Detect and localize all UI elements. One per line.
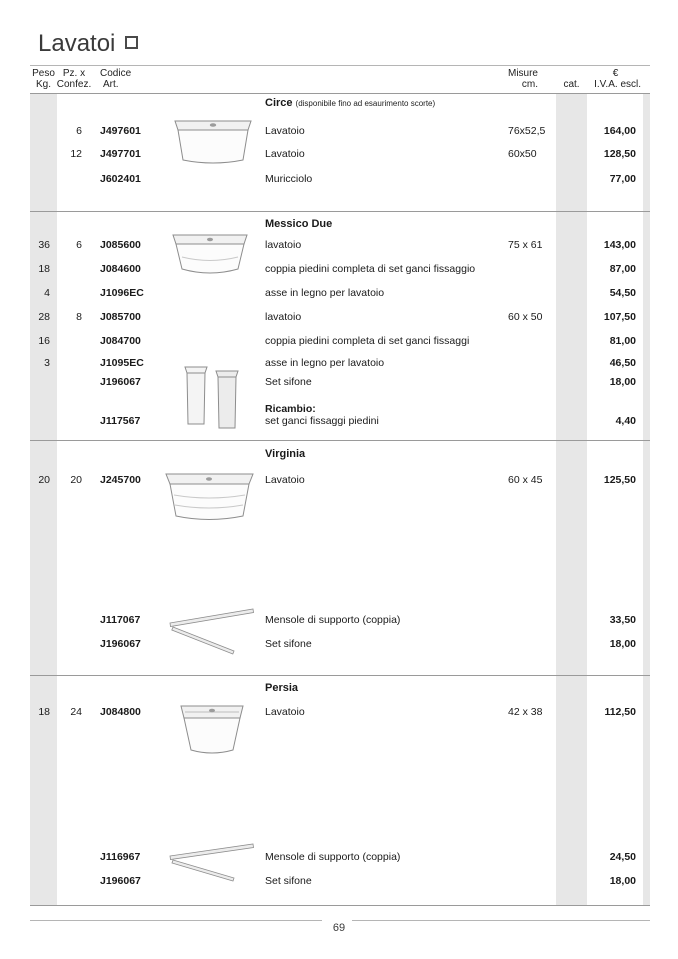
cell-price: 24,50 [609, 851, 636, 863]
cell-misure: 76x52,5 [508, 125, 546, 137]
cell-description: Set sifone [265, 376, 312, 388]
cell-misure: 60x50 [508, 148, 537, 160]
cell-price: 87,00 [609, 263, 636, 275]
cell-description-text: set ganci fissaggi piedini [265, 415, 379, 427]
cell-misure: 75 x 61 [508, 239, 543, 251]
cell-code: J084700 [100, 335, 141, 347]
table-row [0, 875, 678, 889]
cell-code: J085700 [100, 311, 141, 323]
table-row [0, 706, 678, 720]
cell-misure: 42 x 38 [508, 706, 543, 718]
cell-description: Lavatoio [265, 706, 305, 718]
page-title-text: Lavatoi [38, 30, 116, 57]
section-header-virginia [265, 448, 305, 460]
cell-description: Set sifone [265, 638, 312, 650]
table-row [0, 148, 678, 162]
cell-description: Mensole di supporto (coppia) [265, 614, 401, 626]
cell-code: J196067 [100, 376, 141, 388]
table-row [0, 287, 678, 301]
table-row [0, 614, 678, 628]
cell-code: J085600 [100, 239, 141, 251]
column-header-peso [30, 68, 57, 90]
table-row [0, 239, 678, 253]
table-bottom-rule [30, 905, 650, 906]
cell-code: J196067 [100, 875, 141, 887]
column-header-pz-line2: Confez. [56, 79, 92, 90]
section-header-messico-due [265, 218, 332, 230]
table-row [0, 357, 678, 371]
column-header-codice-line2: Art. [103, 79, 119, 90]
column-header-cat: cat. [563, 79, 580, 90]
cell-peso: 3 [44, 357, 50, 369]
table-row [0, 638, 678, 652]
cell-peso: 28 [38, 311, 50, 323]
cell-description: lavatoio [265, 239, 302, 251]
cell-description: coppia piedini completa di set ganci fissaggio [265, 263, 476, 275]
cell-peso: 36 [38, 239, 50, 251]
cell-description: Lavatoio [265, 474, 305, 486]
cell-code: J116967 [100, 851, 141, 863]
cell-price: 112,50 [604, 706, 636, 718]
cell-price: 143,00 [603, 239, 636, 251]
cell-pz: 6 [76, 125, 82, 137]
cell-peso: 18 [38, 263, 50, 275]
cell-pz: 24 [70, 706, 82, 718]
cell-description-title: Ricambio: [265, 403, 316, 415]
cell-code: J497701 [100, 148, 141, 160]
section-name: Persia [265, 682, 299, 694]
cell-description [265, 403, 510, 427]
column-header-euro: € [612, 68, 619, 79]
column-header-iva: I.V.A. escl. [594, 79, 641, 90]
table-row [0, 263, 678, 277]
cell-misure: 60 x 45 [508, 474, 543, 486]
cell-description: Lavatoio [265, 125, 305, 137]
table-row [0, 474, 678, 488]
table-row [0, 311, 678, 325]
product-image-virginia-mensole [166, 602, 258, 662]
column-header-peso-line1: Peso [32, 68, 55, 79]
table-row [0, 403, 678, 429]
cell-misure: 60 x 50 [508, 311, 543, 323]
cell-description: coppia piedini completa di set ganci fissaggi [265, 335, 470, 347]
footer-rule-right [352, 920, 650, 921]
cell-code: J497601 [100, 125, 141, 137]
cell-pz: 20 [70, 474, 82, 486]
cell-price: 128,50 [603, 148, 636, 160]
column-header-pz [55, 68, 93, 90]
cell-description: asse in legno per lavatoio [265, 357, 385, 369]
cell-code: J602401 [100, 173, 141, 185]
cell-description: Mensole di supporto (coppia) [265, 851, 401, 863]
table-row [0, 376, 678, 390]
cell-price: 125,50 [603, 474, 636, 486]
cell-code: J1095EC [100, 357, 144, 369]
column-header-peso-line2: Kg. [35, 79, 51, 90]
cell-description: Muricciolo [265, 173, 313, 185]
cell-pz: 6 [76, 239, 82, 251]
cell-price: 164,00 [603, 125, 636, 137]
table-row [0, 173, 678, 187]
section-header-persia [265, 682, 298, 694]
cell-price: 77,00 [609, 173, 636, 185]
section-name: Messico Due [265, 218, 333, 230]
cell-code: J196067 [100, 638, 141, 650]
cell-price: 81,00 [609, 335, 636, 347]
column-header-codice [100, 68, 145, 90]
cell-peso: 16 [38, 335, 50, 347]
cell-peso: 18 [38, 706, 50, 718]
cell-price: 18,00 [609, 638, 636, 650]
cell-price: 33,50 [609, 614, 636, 626]
band-cat-column [556, 94, 587, 905]
section-divider [30, 211, 650, 212]
band-right-edge [643, 94, 650, 905]
cell-code: J1096EC [100, 287, 144, 299]
cell-price: 18,00 [609, 875, 636, 887]
column-header-misure-line2: cm. [521, 79, 538, 90]
cell-price: 46,50 [609, 357, 636, 369]
cell-peso: 20 [38, 474, 50, 486]
cell-price: 18,00 [609, 376, 636, 388]
column-header-misure-line1: Misure [507, 68, 538, 79]
cell-description: lavatoio [265, 311, 302, 323]
section-header-circe [265, 97, 435, 110]
header-top-rule [30, 65, 650, 66]
column-header-codice-line1: Codice [100, 68, 132, 79]
cell-pz: 12 [70, 148, 82, 160]
cell-pz: 8 [76, 311, 82, 323]
section-divider [30, 440, 650, 441]
section-name: Virginia [265, 448, 306, 460]
cell-code: J117567 [100, 415, 141, 427]
band-peso-column [30, 94, 57, 905]
page-title [38, 30, 138, 58]
cell-price: 54,50 [609, 287, 636, 299]
section-divider [30, 675, 650, 676]
square-outline-icon [125, 36, 138, 49]
table-row [0, 851, 678, 865]
table-row [0, 125, 678, 139]
column-header-misure [498, 68, 538, 90]
section-note: (disponibile fino ad esaurimento scorte) [295, 99, 436, 108]
footer-rule-left [30, 920, 322, 921]
cell-code: J084800 [100, 706, 141, 718]
cell-price: 107,50 [603, 311, 636, 323]
cell-description: asse in legno per lavatoio [265, 287, 385, 299]
page-number: 69 [332, 922, 346, 934]
cell-code: J084600 [100, 263, 141, 275]
cell-description: Lavatoio [265, 148, 305, 160]
table-row [0, 335, 678, 349]
column-header-pz-line1: Pz. x [62, 68, 86, 79]
cell-code: J117067 [100, 614, 141, 626]
cell-description: Set sifone [265, 875, 312, 887]
cell-code: J245700 [100, 474, 141, 486]
section-name: Circe [265, 97, 293, 109]
cell-price: 4,40 [615, 415, 636, 427]
cell-peso: 4 [44, 287, 50, 299]
